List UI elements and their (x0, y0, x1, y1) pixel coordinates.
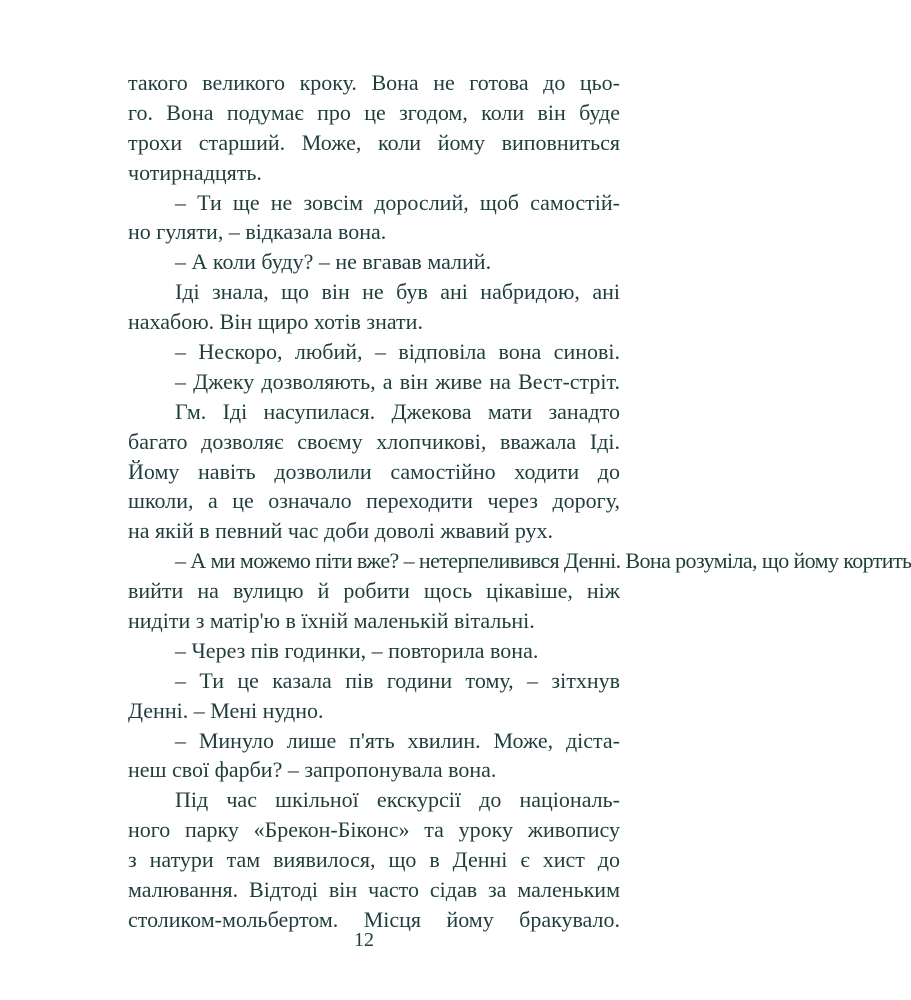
text-line: з натури там виявилося, що в Денні є хист до (128, 847, 620, 873)
text-line: нахабою. Він щиро хотів знати. (128, 309, 423, 335)
text-line: трохи старший. Може, коли йому виповниться (128, 129, 620, 155)
text-line: чотирнадцять. (128, 159, 262, 185)
text-line: такого великого кроку. Вона не готова до цьо- (128, 70, 620, 95)
text-line: – Нескоро, любий, – відповіла вона синові. (175, 339, 620, 365)
text-line: столиком-мольбертом. Місця йому бракувало. (128, 906, 620, 932)
text-line: вийти на вулицю й робити щось цікавіше, ніж (128, 578, 620, 604)
text-line: – Ти це казала пів години тому, – зітхнув (175, 667, 620, 693)
text-line: багато дозволяє своєму хлопчикові, вважала Іді. (128, 428, 620, 454)
body-text (128, 68, 911, 935)
text-line: – Минуло лише п'ять хвилин. Може, діста- (175, 727, 620, 753)
text-line: но гуляти, – відказала вона. (128, 219, 387, 245)
text-line: малювання. Відтоді він часто сідав за маленьким (128, 877, 620, 903)
text-line: на якій в певний час доби доволі жвавий рух. (128, 518, 554, 544)
text-line: – Ти ще не зовсім дорослий, щоб самостій- (175, 189, 620, 215)
text-line: нидіти з матір'ю в їхній маленькій вітальні. (128, 608, 535, 634)
text-line: Іді знала, що він не був ані набридою, ані (175, 279, 620, 305)
text-line: Денні. – Мені нудно. (128, 697, 324, 723)
text-line: – А ми можемо піти вже? – нетерпеливився Денні. Вона розуміла, що йому кортить (175, 548, 911, 574)
text-line: – А коли буду? – не вгавав малий. (175, 249, 492, 275)
page-number: 12 (354, 929, 374, 951)
text-line: – Джеку дозволяють, а він живе на Вест-стріт. (175, 368, 620, 394)
text-line: Гм. Іді насупилася. Джекова мати занадто (175, 398, 620, 424)
text-line: неш свої фарби? – запропонувала вона. (128, 757, 497, 783)
text-line: го. Вона подумає про це згодом, коли він буде (128, 99, 620, 125)
text-line: – Через пів годинки, – повторила вона. (175, 637, 539, 663)
text-line: Йому навіть дозволили самостійно ходити до (128, 458, 620, 484)
text-line: школи, а це означало переходити через дорогу, (128, 488, 620, 514)
text-line: Під час шкільної екскурсії до національ- (175, 787, 620, 813)
text-line: ного парку «Брекон-Біконс» та уроку живопису (128, 817, 620, 843)
